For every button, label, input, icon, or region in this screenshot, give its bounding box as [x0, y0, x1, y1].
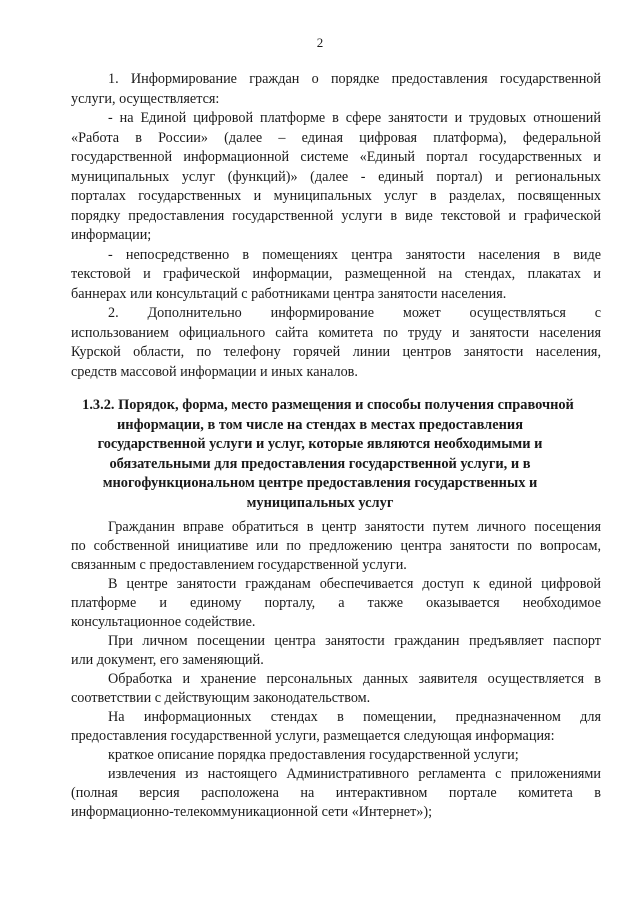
- paragraph-line: муниципальных услуг (функций)» (далее - единый портал) и региональных: [71, 168, 601, 185]
- paragraph-line: использованием официального сайта комитета по труду и занятости населения: [71, 324, 601, 341]
- paragraph-line: связанным с предоставлением государственной услуги.: [71, 557, 407, 573]
- paragraph-line: платформе и единому порталу, а также оказывается необходимое: [71, 595, 601, 611]
- paragraph-line: 1. Информирование граждан о порядке предоставления государственной: [108, 71, 601, 87]
- paragraph-line: На информационных стендах в помещении, предназначенном для: [108, 709, 601, 725]
- paragraph-line: текстовой и графической информации, размещенной на стендах, плакатах и: [71, 266, 601, 282]
- page-number: 2: [316, 35, 324, 50]
- paragraph-line: порядку предоставления государственной услуги в виде текстовой и графической: [71, 207, 601, 224]
- paragraph-line: услуги, осуществляется:: [71, 90, 220, 107]
- paragraph-line: В центре занятости гражданам обеспечивается доступ к единой цифровой: [108, 576, 601, 592]
- heading-line: многофункциональном центре предоставления государственных и: [102, 475, 538, 491]
- paragraph-line: (полная версия расположена на интерактивном портале комитета в: [71, 785, 601, 801]
- paragraph-line: извлечения из настоящего Административного регламента с приложениями: [108, 766, 601, 782]
- heading-line: обязательными для предоставления государственной услуги, и в: [109, 455, 531, 472]
- paragraph-line: баннерах или консультаций с работниками центра занятости населения.: [71, 285, 507, 302]
- paragraph-line: или документ, его заменяющий.: [71, 652, 264, 668]
- paragraph-line: информационно-телекоммуникационной сети «Интернет»);: [71, 804, 433, 820]
- paragraph-line: - на Единой цифровой платформе в сфере занятости и трудовых отношений: [108, 110, 601, 126]
- paragraph-line: государственной информационной системе «Единый портал государственных и: [71, 149, 601, 165]
- heading-line: 1.3.2. Порядок, форма, место размещения и способы получения справочной: [82, 397, 574, 413]
- paragraph-line: краткое описание порядка предоставления государственной услуги;: [108, 747, 519, 763]
- paragraph-line: средств массовой информации и иных каналов.: [71, 363, 358, 380]
- paragraph-line: консультационное содействие.: [71, 614, 256, 630]
- paragraph-line: предоставления государственной услуги, размещается следующая информация:: [71, 728, 555, 744]
- paragraph-line: 2. Дополнительно информирование может осуществляться с: [108, 305, 601, 321]
- paragraph-line: Гражданин вправе обратиться в центр занятости путем личного посещения: [108, 519, 601, 535]
- paragraph-line: «Работа в России» (далее – единая цифровая платформа), федеральной: [71, 129, 601, 146]
- heading-line: муниципальных услуг: [246, 494, 394, 511]
- paragraph-line: - непосредственно в помещениях центра занятости населения в виде: [108, 246, 601, 263]
- paragraph-line: соответствии с действующим законодательством.: [71, 690, 371, 706]
- paragraph-line: При личном посещении центра занятости гражданин предъявляет паспорт: [108, 633, 601, 649]
- heading-line: информации, в том числе на стендах в местах предоставления: [117, 416, 523, 433]
- paragraph-line: информации;: [71, 227, 152, 243]
- heading-line: государственной услуги и услуг, которые являются необходимыми и: [97, 436, 543, 452]
- paragraph-line: Обработка и хранение персональных данных заявителя осуществляется в: [108, 671, 601, 687]
- paragraph-line: порталах государственных и муниципальных услуг в разделах, посвященных: [71, 188, 601, 204]
- paragraph-line: по собственной инициативе или по предложению центра занятости по вопросам,: [71, 538, 601, 554]
- paragraph-line: Курской области, по телефону горячей линии центров занятости населения,: [71, 344, 601, 360]
